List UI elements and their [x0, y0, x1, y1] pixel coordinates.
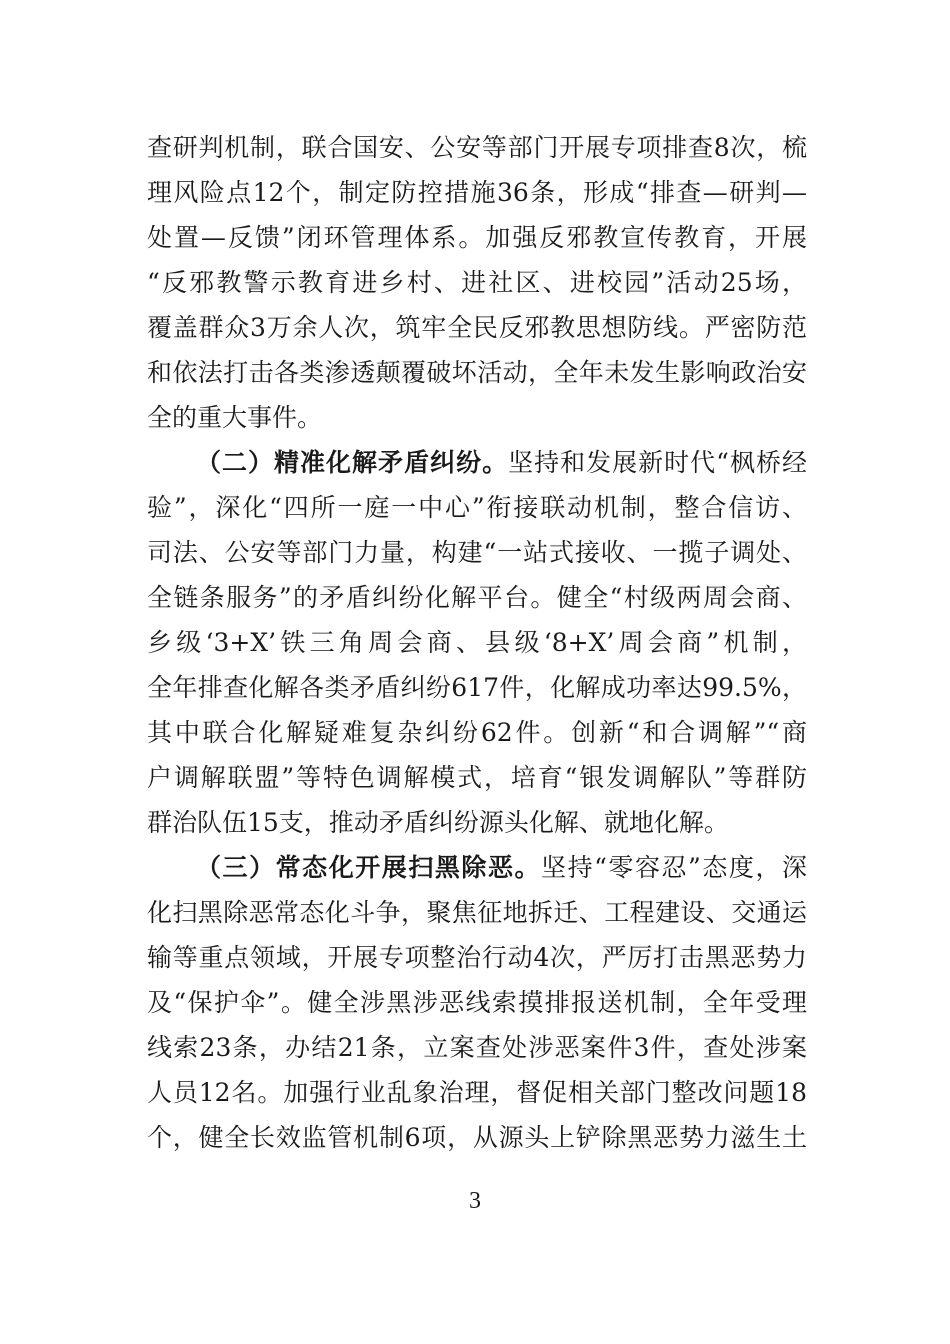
paragraph-line: 司法、公安等部门力量，构建“一站式接收、一揽子调处、 — [147, 538, 807, 567]
paragraph-line: 线索23条，办结21条，立案查处涉恶案件3件，查处涉案 — [147, 1033, 807, 1062]
paragraph-line: 乡级‘3+X’铁三角周会商、县级‘8+X’周会商”机制， — [147, 628, 807, 657]
page-number: 3 — [469, 1188, 481, 1214]
paragraph-line: 处置—反馈”闭环管理体系。加强反邪教宣传教育，开展 — [147, 223, 807, 252]
paragraph-line: 理风险点12个，制定防控措施36条，形成“排查—研判— — [147, 178, 807, 207]
paragraph-line: 输等重点领域，开展专项整治行动4次，严厉打击黑恶势力 — [147, 943, 807, 972]
paragraph-line: 覆盖群众3万余人次，筑牢全民反邪教思想防线。严密防范 — [147, 313, 807, 342]
section-two-first-line-text: 坚持和发展新时代“枫桥经 — [508, 448, 807, 477]
paragraph-line: 查研判机制，联合国安、公安等部门开展专项排查8次，梳 — [147, 133, 807, 162]
section-three-heading: （三）常态化开展扫黑除恶。 — [196, 853, 542, 882]
paragraph-line: “反邪教警示教育进乡村、进社区、进校园”活动25场， — [147, 268, 807, 297]
section-three-first-line — [196, 846, 807, 890]
paragraph-line: 和依法打击各类渗透颠覆破坏活动，全年未发生影响政治安 — [147, 358, 807, 387]
paragraph-line: 及“保护伞”。健全涉黑涉恶线索摸排报送机制，全年受理 — [147, 988, 807, 1017]
section-two-first-line — [196, 441, 807, 485]
paragraph-line: 个，健全长效监管机制6项，从源头上铲除黑恶势力滋生土 — [147, 1123, 807, 1152]
paragraph-line: 验”，深化“四所一庭一中心”衔接联动机制，整合信访、 — [147, 493, 807, 522]
paragraph-line: 全年排查化解各类矛盾纠纷617件，化解成功率达99.5%， — [147, 673, 807, 702]
paragraph-line: 群治队伍15支，推动矛盾纠纷源头化解、就地化解。 — [147, 808, 729, 837]
paragraph-line: 化扫黑除恶常态化斗争，聚焦征地拆迁、工程建设、交通运 — [147, 898, 807, 927]
paragraph-line: 全的重大事件。 — [147, 403, 323, 432]
paragraph-line: 全链条服务”的矛盾纠纷化解平台。健全“村级两周会商、 — [147, 583, 807, 612]
section-three-first-line-text: 坚持“零容忍”态度，深 — [541, 853, 807, 882]
section-two-heading: （二）精准化解矛盾纠纷。 — [196, 448, 509, 477]
paragraph-line: 户调解联盟”等特色调解模式，培育“银发调解队”等群防 — [147, 763, 807, 792]
paragraph-line: 其中联合化解疑难复杂纠纷62件。创新“和合调解”“商 — [147, 718, 807, 747]
paragraph-line: 人员12名。加强行业乱象治理，督促相关部门整改问题18 — [147, 1078, 807, 1107]
